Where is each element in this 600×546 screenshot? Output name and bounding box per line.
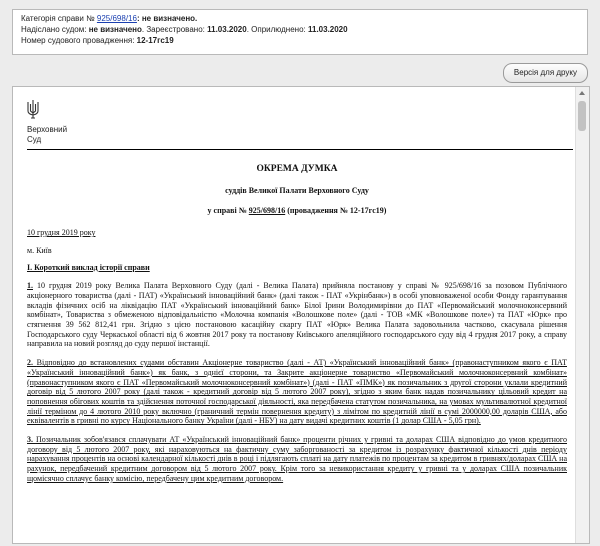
court-name-line1: Верховний	[27, 125, 68, 134]
case-number-link[interactable]: 925/698/16	[96, 14, 137, 23]
paragraph-text: 10 грудня 2019 року Велика Палата Верховного Суду (далі - Велика Палата) прийняла постанову у справі № 925/698/16 за позовом Публічного акціонерного товариства (далі - ПАТ) «Український інноваційний банк» (далі також - ПАТ «Укрінбанк») в особі уповноваженої особи Фонду гарантування вкладів фізичних осіб на ліквідацію ПАТ «Український інноваційний банк» Білої Ірини Володимирівни до ПАТ «Первомайський молочноконсервний комбінат», Товариства з обмеженою відповідальністю «Молочна компанія «Волошкове поле» (далі - ТОВ «МК «Волошкове поле») та ПАТ «Юрк» про стягнення 39 562 812,41 грн. Згідно з цією постановою касаційну скаргу ПАТ «Юрк» Велика Палата задовольнила частково, скасувала рішення Господарського суду Черкаської області від 6 жовтня 2017 року та постанову Київського апеляційного господарського суду від 4 грудня 2017 року, а справу направила на новий розгляд до суду першої інстанції.	[27, 281, 567, 349]
registered-date: 11.03.2020	[207, 25, 247, 34]
document-date: 10 грудня 2019 року	[27, 228, 96, 238]
sent-by-value: не визначено	[88, 25, 142, 34]
case-heading-prefix: у справі №	[207, 206, 249, 216]
published-label: . Оприлюднено:	[246, 25, 308, 34]
paragraph-number: 3.	[27, 435, 33, 445]
proceeding-label: Номер судового провадження:	[21, 36, 137, 45]
scroll-up-arrow-icon[interactable]	[579, 91, 585, 95]
published-date: 11.03.2020	[307, 25, 348, 34]
paragraph-text: Відповідно до встановлених судами обставин Акціонерне товариство (далі - АТ) «Український інноваційний банк» (правонаступником якого є ПАТ «Український інноваційний банк») як банк, з однієї сторони, та Закрите акціонерне товариство «Первомайський молочноконсервний комбінат» (правонаступником якого є ПАТ «Первомайський молочноконсервний комбінат») (далі - ПАТ «ПМК») як позичальник з другої сторони уклали кредитний договір від 5 лютого 2007 року (далі також - кредитний договір від 5 лютого 2007 року), згідно з яким банк надав позичальнику цільовий кредит на поповнення обігових коштів та здійснення поточної господарської діяльності, яка передбачена статутом позичальника, на умовах мультивалютної кредитної лінії терміном до 4 лютого 2010 року включно (граничний термін повернення кредиту) з лімітом по кредитній лінії в сумі 2000000,00 доларів США, або еквівалентів в гривні по курсу Національного банку України (далі - НБУ) на дату видачі кредитних коштів (1 долар США - 5,05 грн).	[27, 358, 567, 426]
paragraph-number: 1.	[27, 281, 33, 291]
paragraph-number: 2.	[27, 358, 33, 368]
header-divider	[27, 149, 573, 150]
case-heading-link[interactable]: 925/698/16	[248, 206, 286, 216]
case-category-label: Категорія справи №	[21, 14, 97, 23]
court-name	[27, 125, 67, 145]
document-body	[27, 155, 567, 484]
case-category-value: : не визначено.	[136, 14, 198, 23]
paragraph-2	[27, 358, 567, 426]
case-category-line	[21, 13, 579, 24]
document-subtitle: суддів Великої Палати Верховного Суду	[225, 185, 369, 195]
section-heading: I. Короткий виклад історії справи	[27, 262, 150, 272]
paragraph-3	[27, 435, 567, 484]
case-heading	[27, 206, 567, 216]
paragraph-text: Позичальник зобов'язався сплачувати АТ «Український інноваційний банк» проценти річних у гривні та доларах США відповідно до умов кредитного договору від 5 лютого 2007 року, які нараховуються на фактичну суму заборгованості за кредитом із розрахунку фактичної кількості днів періоду нарахування процентів на основі календарної кількості днів в році і підлягають сплаті на дату платежів по процентам за кредитом в гривнях/доларах США на рахунок, передбачений кредитним договором від 5 лютого 2007 року. Крім того за невикористання кредиту у гривні та у доларах США позичальник щомісячно сплачує банку комісію, передбачену цим кредитним договором.	[27, 435, 568, 483]
registered-label: . Зареєстровано:	[141, 25, 208, 34]
vertical-scrollbar[interactable]	[575, 87, 589, 543]
document-city: м. Київ	[27, 245, 52, 255]
case-info-panel	[12, 9, 588, 55]
trident-emblem-icon	[27, 99, 39, 124]
scrollbar-thumb[interactable]	[578, 101, 586, 131]
document-frame[interactable]	[12, 86, 590, 544]
paragraph-1	[27, 281, 567, 349]
proceeding-number: 12-17гс19	[136, 36, 174, 45]
sent-by-label: Надіслано судом:	[21, 25, 89, 34]
document-title: ОКРЕМА ДУМКА	[256, 164, 338, 174]
proceeding-line	[21, 35, 579, 46]
print-version-button[interactable]: Версія для друку	[503, 63, 588, 83]
court-name-line2: Суд	[27, 135, 42, 144]
case-heading-suffix: (провадження № 12-17гс19)	[285, 206, 387, 216]
case-dates-line	[21, 24, 579, 35]
